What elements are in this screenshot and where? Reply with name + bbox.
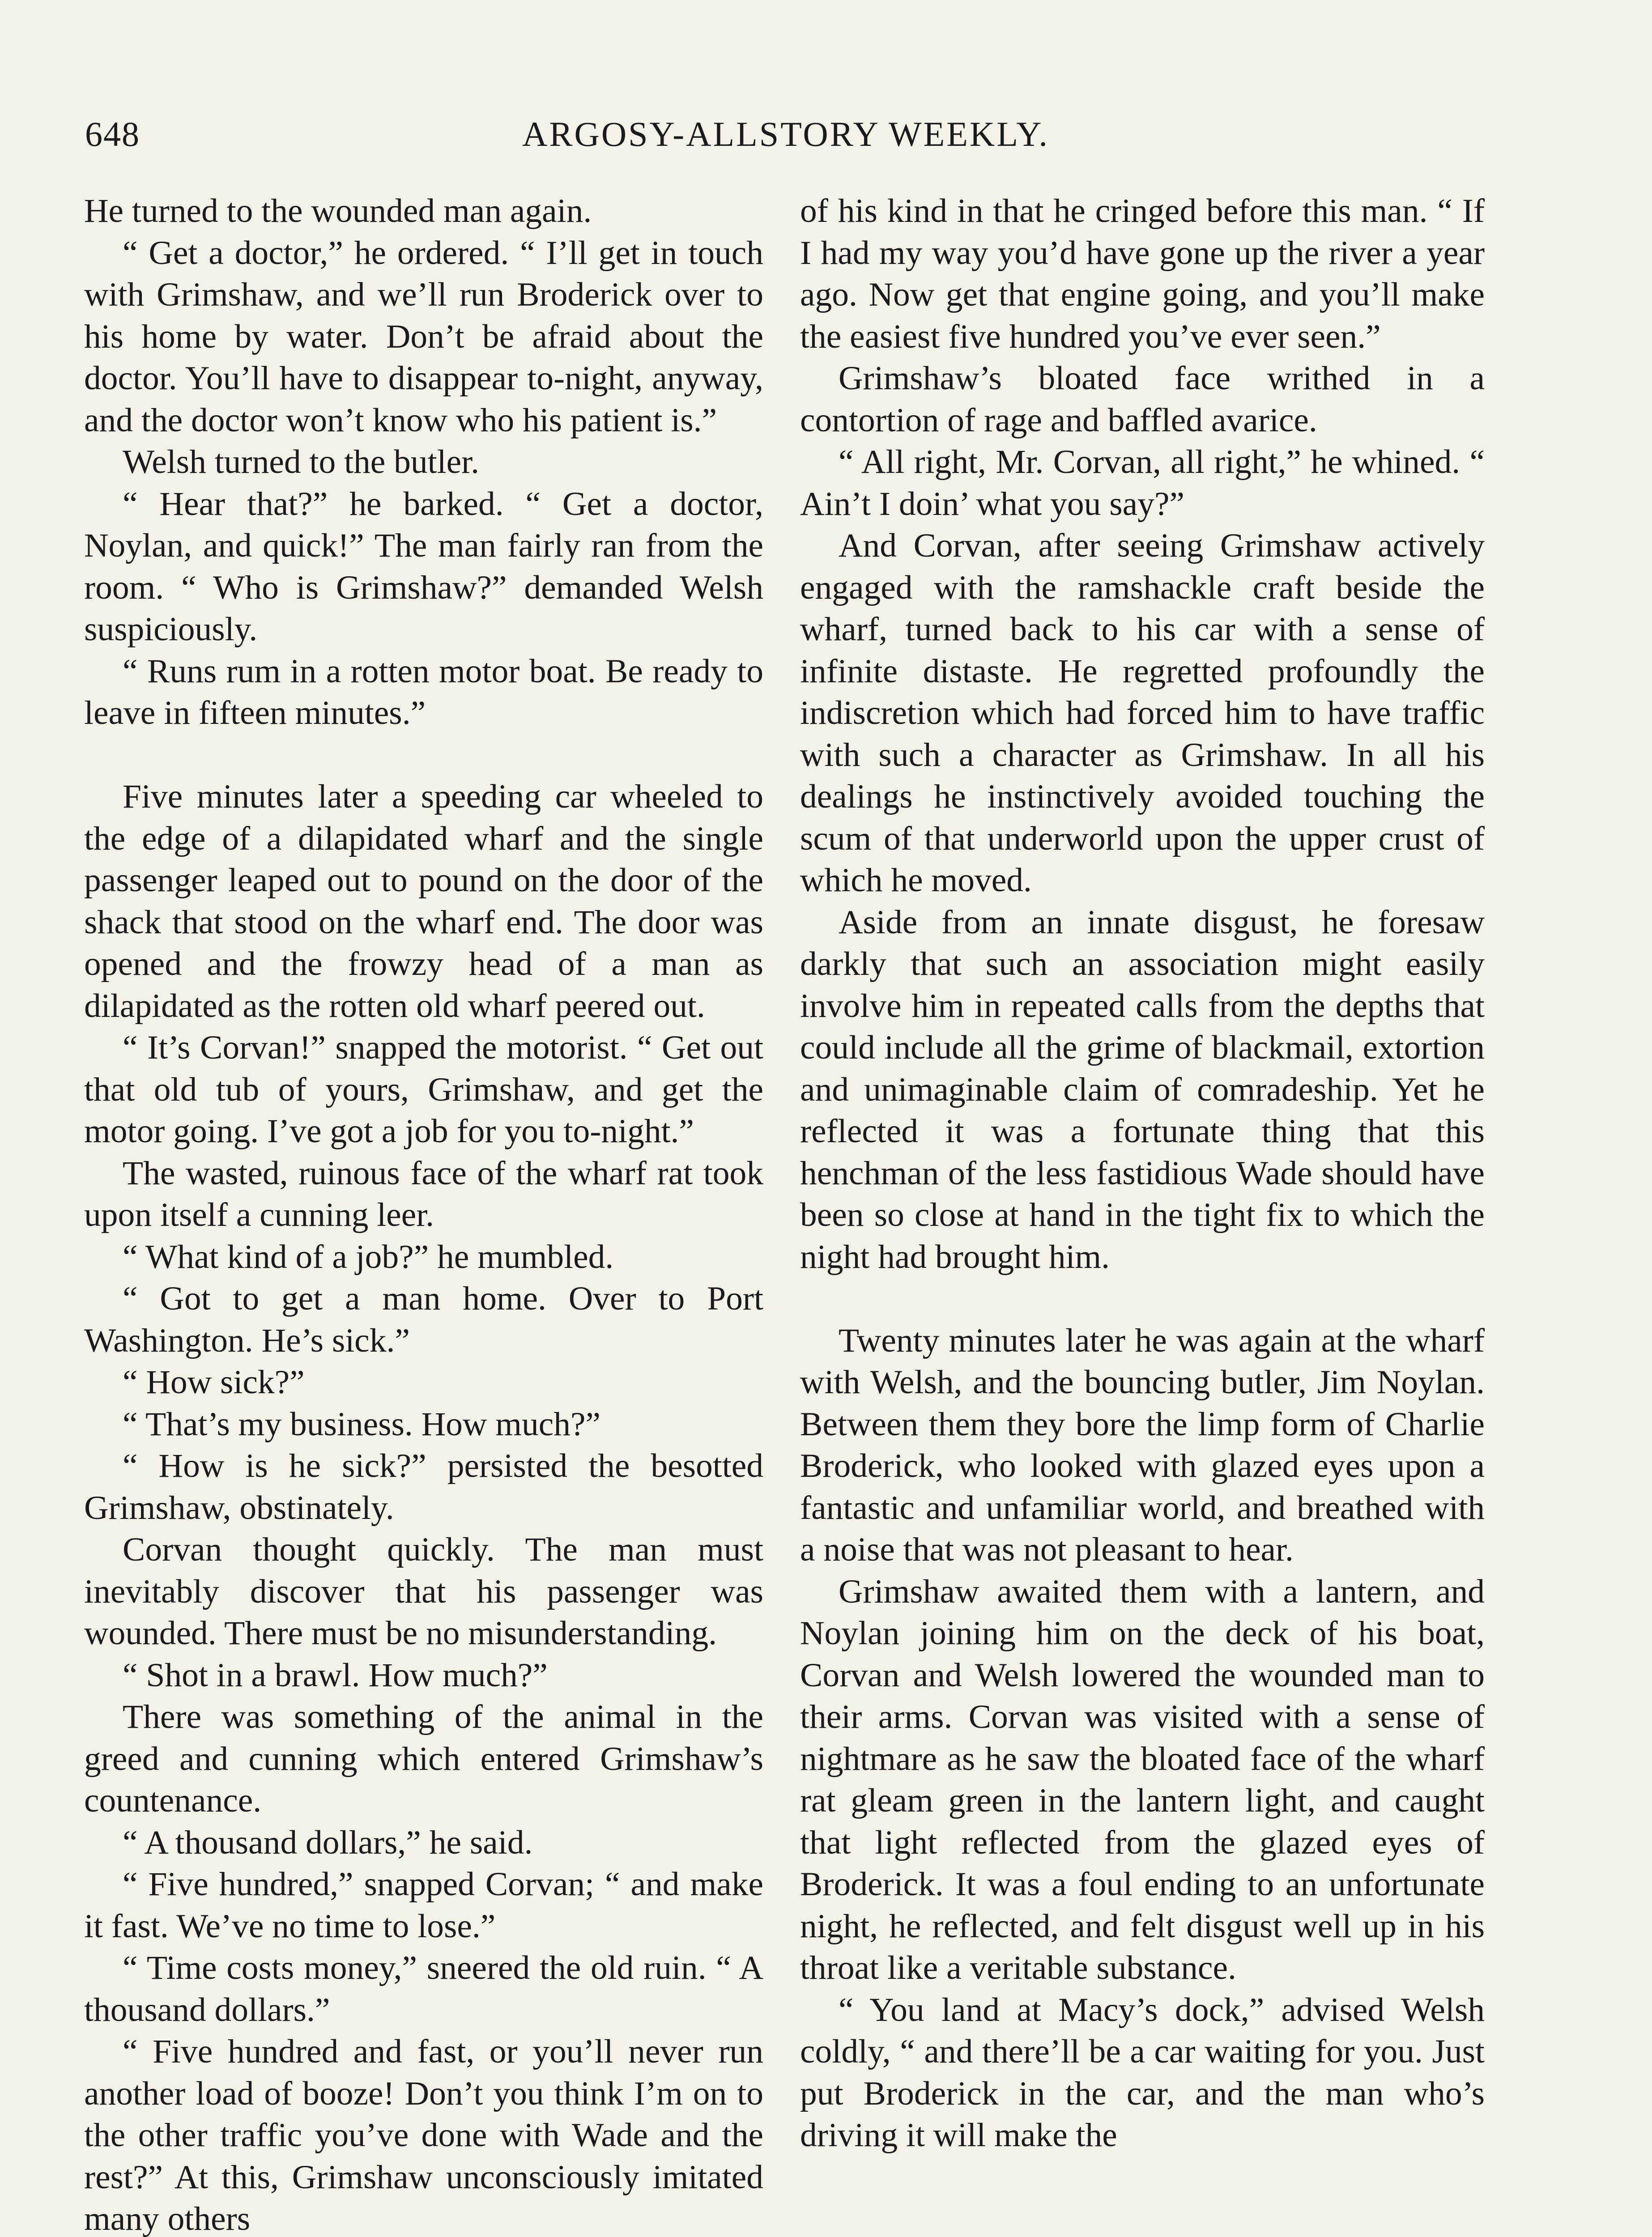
paragraph: He turned to the wounded man again. [84,192,592,230]
paragraph: “ How is he sick?” persisted the besotted Grimshaw, obstinately. [84,1447,763,1527]
page-number: 648 [85,115,140,153]
paragraph: “ Got to get a man home. Over to Port Washington. He’s sick.” [84,1280,763,1359]
section-break [84,734,763,776]
right-column [800,190,1485,2156]
paragraph: “ Five hundred,” snapped Corvan; “ and make it fast. We’ve no time to lose.” [84,1866,763,1945]
paragraph: “ Get a doctor,” he ordered. “ I’ll get in touch with Grimshaw, and we’ll run Broderick over to his home by water. Don’t be afraid about the doctor. You’ll have to disappear to-night, anyway, and the doctor won’t know who his patient is.” [84,234,763,439]
paragraph: There was something of the animal in the greed and cunning which entered Grimshaw’s countenance. [84,1698,763,1819]
running-head: ARGOSY-ALLSTORY WEEKLY. [522,115,1049,153]
paragraph: Welsh turned to the butler. [123,443,479,481]
section-break [800,1278,1485,1320]
paragraph: And Corvan, after seeing Grimshaw actively engaged with the ramshackle craft beside the wharf, turned back to his car with a sense of infinite distaste. He regretted profoundly the indiscretion which had forced him to have traffic with such a character as Grimshaw. In all his dealings he instinctively avoided touching the scum of that underworld upon the upper crust of which he moved. [800,527,1485,899]
paragraph: The wasted, ruinous face of the wharf rat took upon itself a cunning leer. [84,1154,763,1233]
paragraph: “ Runs rum in a rotten motor boat. Be ready to leave in fifteen minutes.” [84,652,763,731]
paragraph: “ Shot in a brawl. How much?” [123,1656,548,1694]
paragraph: “ That’s my business. How much?” [123,1405,601,1443]
paragraph: Corvan thought quickly. The man must inevitably discover that his passenger was wounded. There must be no misunderstanding. [84,1531,763,1652]
paragraph: “ Time costs money,” sneered the old ruin. “ A thousand dollars.” [84,1949,763,2029]
paragraph: Grimshaw’s bloated face writhed in a contortion of rage and baffled avarice. [800,360,1485,439]
paragraph: “ A thousand dollars,” he said. [123,1824,533,1861]
page-header [85,114,1486,163]
paragraph: “ How sick?” [123,1364,305,1401]
paragraph: “ Five hundred and fast, or you’ll never run another load of booze! Don’t you think I’m on to the other traffic you’ve done with Wade and the rest?” At this, Grimshaw unconsciously imitated many others [84,2033,763,2237]
paragraph: “ It’s Corvan!” snapped the motorist. “ Get out that old tub of yours, Grimshaw, and get the motor going. I’ve got a job for you to-night.” [84,1029,763,1150]
left-column [84,190,763,2237]
paragraph: of his kind in that he cringed before this man. “ If I had my way you’d have gone up the river a year ago. Now get that engine going, and you’ll make the easiest five hundred you’ve ever seen.” [800,192,1485,355]
paragraph: Grimshaw awaited them with a lantern, and Noylan joining him on the deck of his boat, Corvan and Welsh lowered the wounded man to their arms. Corvan was visited with a sense of nightmare as he saw the bloated face of the wharf rat gleam green in the lantern light, and caught that light reflected from the glazed eyes of Broderick. It was a foul ending to an unfortunate night, he reflected, and felt disgust well up in his throat like a veritable substance. [800,1573,1485,1986]
paragraph: “ All right, Mr. Corvan, all right,” he whined. “ Ain’t I doin’ what you say?” [800,443,1485,523]
paragraph: Aside from an innate disgust, he foresaw darkly that such an association might easily involve him in repeated calls from the depths that could include all the grime of blackmail, extortion and unimaginable claim of comradeship. Yet he reflected it was a fortunate thing that this henchman of the less fastidious Wade should have been so close at hand in the tight fix to which the night had brought him. [800,903,1485,1276]
paragraph: “ You land at Macy’s dock,” advised Welsh coldly, “ and there’ll be a car waiting for you. Just put Broderick in the car, and the man who’s driving it will make the [800,1991,1485,2154]
paragraph: “ Hear that?” he barked. “ Get a doctor, Noylan, and quick!” The man fairly ran from the room. “ Who is Grimshaw?” demanded Welsh suspiciously. [84,485,763,648]
paragraph: Five minutes later a speeding car wheeled to the edge of a dilapidated wharf and the single passenger leaped out to pound on the door of the shack that stood on the wharf end. The door was opened and the frowzy head of a man as dilapidated as the rotten old wharf peered out. [84,778,763,1025]
paragraph: “ What kind of a job?” he mumbled. [123,1238,614,1276]
paragraph: Twenty minutes later he was again at the wharf with Welsh, and the bouncing butler, Jim Noylan. Between them they bore the limp form of Charlie Broderick, who looked with glazed eyes upon a fantastic and unfamiliar world, and breathed with a noise that was not pleasant to hear. [800,1322,1485,1568]
